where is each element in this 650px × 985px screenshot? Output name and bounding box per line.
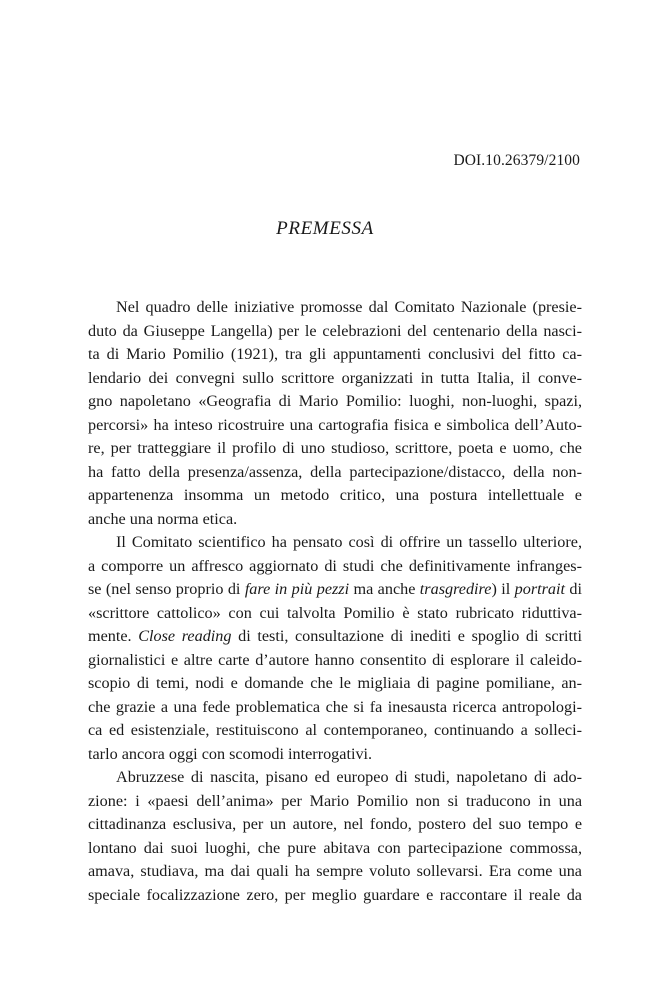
text-line [88,625,582,649]
text-line: appartenenza insomma un metodo critico, una postura intellettuale e [88,486,582,504]
text-line: gno napoletano «Geografia di Mario Pomilio: luoghi, non-luoghi, spazi, [88,392,582,410]
text-line: che grazie a una fede problematica che si fa inesausta ricerca antropologi- [88,697,582,716]
body-text [88,296,582,907]
text-line: speciale focalizzazione zero, per meglio guardare e raccontare il reale da [88,885,582,904]
text-line: ca ed esistenziale, restituiscono al contemporaneo, continuando a solleci- [88,721,582,739]
text-line: scopio di temi, nodi e domande che le migliaia di pagine pomiliane, an- [88,674,582,692]
text-segment: ) il [491,580,515,598]
text-line: Il Comitato scientifico ha pensato così di offrire un tassello ulteriore, [116,533,582,551]
text-line: percorsi» ha inteso ricostruire una cartografia fisica e simbolica dell’Auto- [88,415,582,434]
doi-identifier: DOI.10.26379/2100 [453,152,580,169]
text-line: «scrittore cattolico» con cui talvolta Pomilio è stato rubricato riduttiva- [88,603,582,622]
text-segment: mente. [88,627,139,645]
text-line: Nel quadro delle iniziative promosse dal Comitato Nazionale (presie- [116,298,582,316]
text-segment: di [565,580,582,598]
italic-text: fare in più pezzi [244,580,350,598]
text-line: a comporre un affresco aggiornato di studi che definitivamente infranges- [88,556,582,575]
text-line: cittadinanza esclusiva, per un autore, nel fondo, postero del suo tempo e [88,815,582,833]
text-line: zione: i «paesi dell’anima» per Mario Pomilio non si traducono in una [88,791,582,810]
text-line: Abruzzese di nascita, pisano ed europeo di studi, napoletano di ado- [116,768,582,786]
text-line: duto da Giuseppe Langella) per le celebrazioni del centenario della nasci- [88,321,582,340]
italic-text: Close reading [138,627,232,645]
text-line: tarlo ancora oggi con scomodi interrogativi. [88,744,373,763]
text-line: amava, studiava, ma dai quali ha sempre voluto sollevarsi. Era come una [88,862,582,880]
text-line: ha fatto della presenza/assenza, della partecipazione/distacco, della non- [88,462,582,481]
text-line: giornalistici e altre carte d’autore hanno consentito di esplorare il caleido- [88,650,582,669]
text-line: anche una norma etica. [88,509,238,528]
text-line: re, per tratteggiare il profilo di uno studioso, scrittore, poeta e uomo, che [88,439,582,457]
text-line: ta di Mario Pomilio (1921), tra gli appuntamenti conclusivi del fitto ca- [88,345,582,363]
text-line: lontano dai suoi luoghi, che pure abitava con partecipazione commossa, [88,838,582,857]
italic-text: trasgredire [419,580,492,598]
text-segment: di testi, consultazione di inediti e spoglio di scritti [231,627,582,645]
text-line: lendario dei convegni sullo scrittore organizzati in tutta Italia, il conve- [88,368,582,387]
text-segment: se (nel senso proprio di [88,580,245,598]
italic-text: portrait [514,580,565,598]
text-line [88,578,582,602]
section-title: PREMESSA [276,218,374,239]
text-segment: ma anche [349,580,420,598]
